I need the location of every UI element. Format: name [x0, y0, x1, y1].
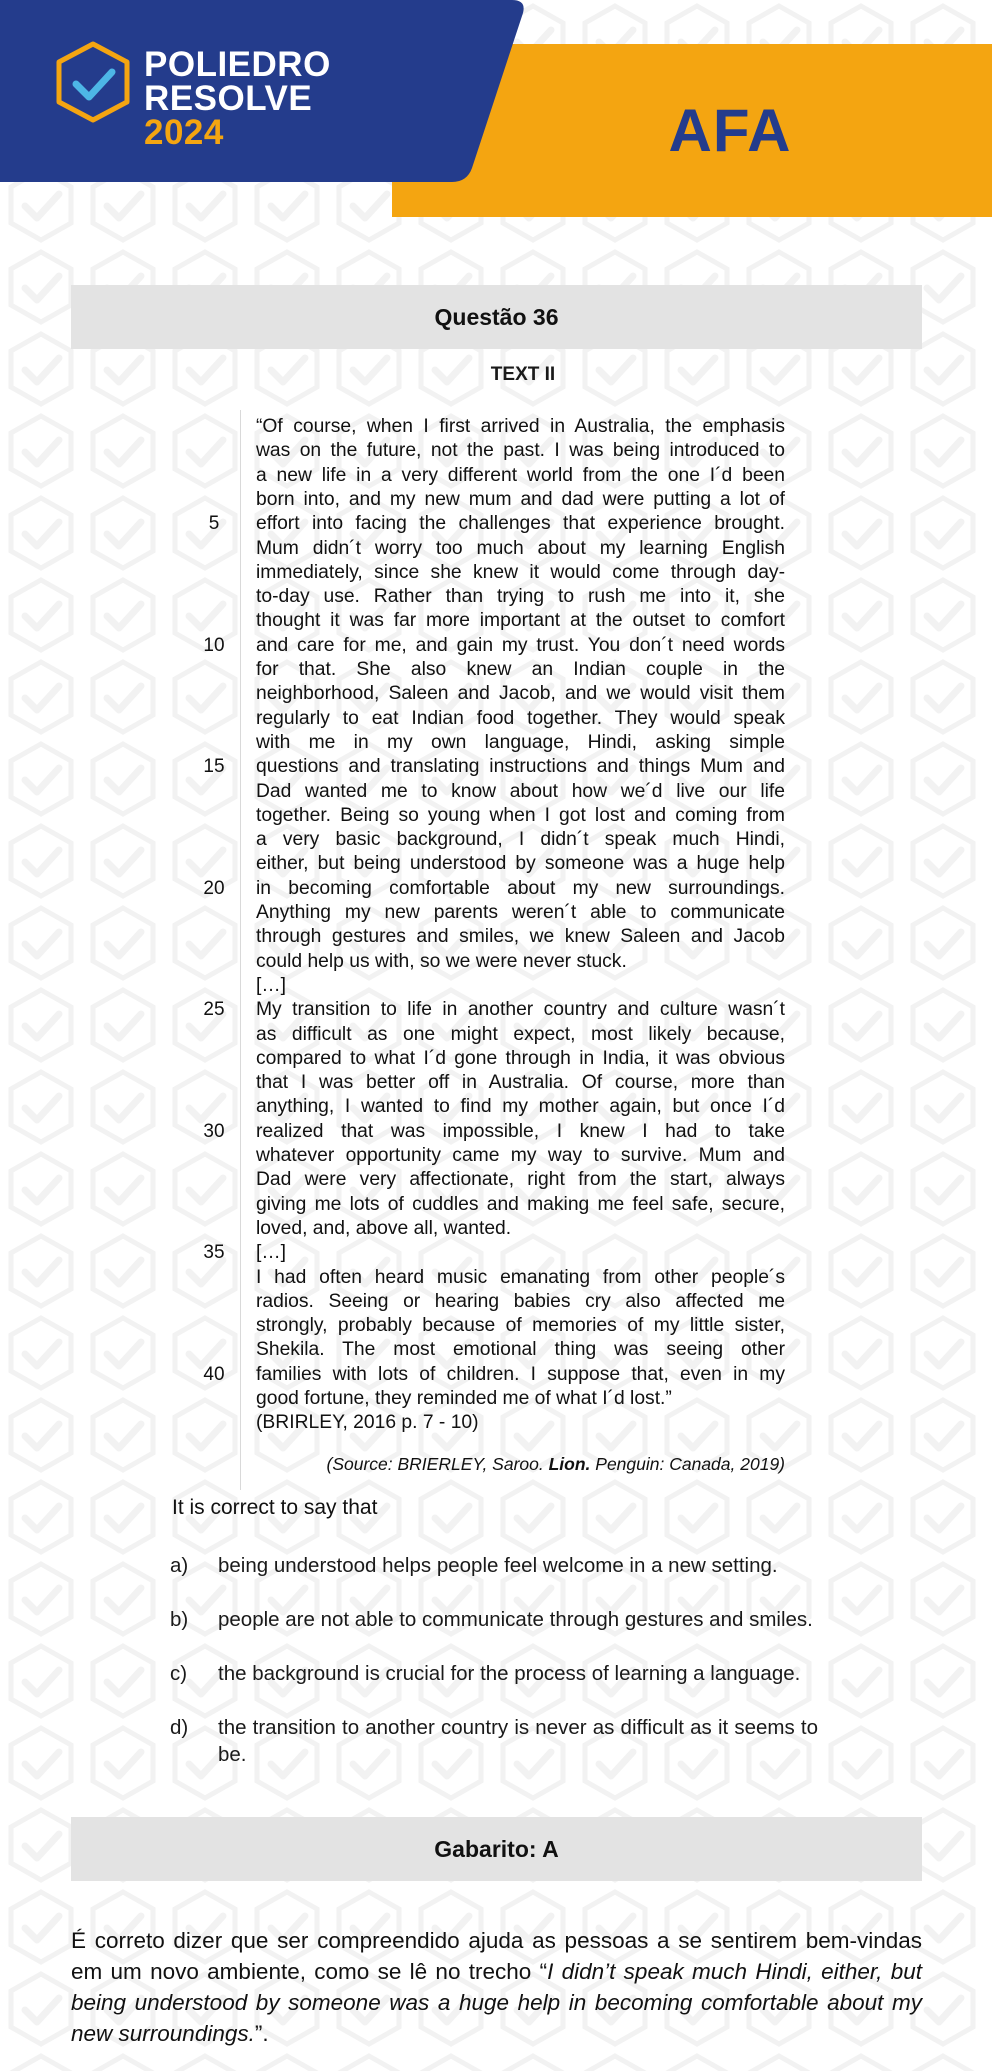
passage-line: Shekila. The most emotional thing was seeing other: [256, 1339, 785, 1361]
passage-line: a new life in a very different world from the one I´d been: [256, 464, 785, 486]
passage-line: radios. Seeing or hearing babies cry also affected me: [256, 1290, 785, 1312]
option-a: [170, 1552, 818, 1579]
passage-line: as difficult as one might expect, most likely because,: [256, 1023, 785, 1045]
option-text: the transition to another country is never as difficult as it seems to be.: [218, 1716, 818, 1766]
passage-line: I had often heard music emanating from other people´s: [256, 1266, 785, 1288]
passage-line: either, but being understood by someone was a huge help: [256, 853, 785, 875]
option-letter: b): [170, 1608, 189, 1631]
line-number: 40: [203, 1363, 225, 1385]
passage-line: immediately, since she knew it would come through day-: [256, 561, 785, 583]
line-number: 15: [203, 756, 225, 778]
line-number: 25: [203, 999, 225, 1021]
source-suffix: Penguin: Canada, 2019): [590, 1454, 785, 1474]
passage-line: neighborhood, Saleen and Jacob, and we would visit them: [256, 683, 785, 705]
answer-explanation: [71, 1925, 922, 2049]
passage-line: through gestures and smiles, we knew Saleen and Jacob: [256, 926, 785, 948]
line-number: 20: [203, 877, 225, 899]
check-shield-icon: [54, 40, 132, 124]
passage-line: compared to what I´d gone through in India, it was obvious: [256, 1047, 785, 1069]
passage-line: […]: [256, 1242, 286, 1264]
passage-line: Dad wanted me to know about how we´d live our life: [256, 780, 785, 802]
passage-source: [256, 1454, 785, 1475]
line-number: 30: [203, 1120, 225, 1142]
passage-line: giving me lots of cuddles and making me feel safe, secure,: [256, 1193, 785, 1215]
passage-line: families with lots of children. I suppose that, even in my: [256, 1363, 785, 1385]
option-letter: c): [170, 1662, 188, 1685]
explanation-quote: I didn’t speak much Hindi, either, but being understood by someone was a huge help in becoming comfortable about my new surroundings.: [71, 1959, 922, 2046]
passage-line: Dad were very affectionate, right from the start, always: [256, 1169, 785, 1191]
question-prompt: It is correct to say that: [172, 1496, 378, 1519]
option-d: [170, 1714, 818, 1768]
passage-line: for that. She also knew an Indian couple in the: [256, 659, 785, 680]
passage-line: good fortune, they reminded me of what I´d lost.”: [256, 1388, 672, 1409]
text-title: TEXT II: [490, 364, 556, 385]
question-title-bar: [71, 285, 922, 349]
brand-line-2: RESOLVE: [144, 79, 313, 118]
option-text: being understood helps people feel welcome in a new setting.: [218, 1554, 778, 1577]
passage-line: loved, and, above all, wanted.: [256, 1217, 512, 1239]
line-number: 10: [203, 634, 225, 656]
passage-line: born into, and my new mum and dad were putting a lot of: [256, 488, 785, 510]
passage-line: and care for me, and gain my trust. You don´t need words: [256, 634, 785, 656]
passage-line: with me in my own language, Hindi, asking simple: [256, 731, 785, 753]
brand-year: 2024: [144, 113, 224, 152]
passage-line: together. Being so young when I got lost and coming from: [256, 804, 785, 826]
passage-line: “Of course, when I first arrived in Australia, the emphasis: [256, 416, 785, 437]
passage-line: in becoming comfortable about my new surroundings.: [256, 877, 785, 899]
passage-line: whatever opportunity came my way to survive. Mum and: [256, 1145, 785, 1166]
source-book: Lion.: [548, 1454, 591, 1474]
exam-name: AFA: [668, 97, 792, 164]
passage-divider: [240, 410, 241, 1490]
passage-line: questions and translating instructions and things Mum and: [256, 756, 785, 778]
answer-bar: [71, 1817, 922, 1881]
passage-line: Mum didn´t worry too much about my learning English: [256, 537, 785, 559]
passage-line: effort into facing the challenges that experience brought.: [256, 513, 785, 535]
line-number: 5: [208, 513, 220, 535]
source-prefix: (Source: BRIERLEY, Saroo.: [326, 1454, 549, 1474]
option-letter: a): [170, 1554, 189, 1577]
passage-line: could help us with, so we were never stuck.: [256, 950, 627, 972]
option-text: people are not able to communicate through gestures and smiles.: [218, 1608, 813, 1631]
passage-line: that I was better off in Australia. Of course, more than: [256, 1072, 785, 1094]
passage-line: Anything my new parents weren´t able to communicate: [256, 902, 785, 923]
passage-line: […]: [256, 974, 286, 996]
option-text: the background is crucial for the process of learning a language.: [218, 1662, 801, 1685]
passage-line: thought it was far more important at the outset to comfort: [256, 610, 785, 632]
passage-line: My transition to life in another country and culture wasn´t: [256, 999, 785, 1021]
explanation-prefix: É correto dizer que ser compreendido ajuda as pessoas a se sentirem bem-vindas em um novo ambiente, como se lê no trecho “: [71, 1928, 922, 1984]
passage-line: strongly, probably because of memories of my little sister,: [256, 1315, 785, 1337]
passage-line: anything, I wanted to find my mother again, but once I´d: [256, 1096, 785, 1118]
question-title: Questão 36: [434, 303, 559, 330]
passage-line: to-day use. Rather than trying to rush me into it, she: [256, 586, 785, 608]
option-b: [170, 1606, 818, 1633]
option-letter: d): [170, 1716, 189, 1739]
answer-label: Gabarito: A: [434, 1835, 559, 1862]
passage-line: (BRIRLEY, 2016 p. 7 - 10): [256, 1412, 479, 1434]
explanation-suffix: ”.: [254, 2021, 269, 2046]
passage-line: regularly to eat Indian food together. They would speak: [256, 707, 785, 729]
line-number: 35: [203, 1242, 225, 1264]
option-c: [170, 1660, 818, 1687]
passage-line: realized that was impossible, I knew I had to take: [256, 1120, 785, 1142]
brand-line-1: POLIEDRO: [144, 45, 331, 84]
brand-logo-text: [144, 45, 331, 152]
passage-line: a very basic background, I didn´t speak much Hindi,: [256, 829, 785, 851]
passage-line: was on the future, not the past. I was being introduced to: [256, 440, 785, 462]
